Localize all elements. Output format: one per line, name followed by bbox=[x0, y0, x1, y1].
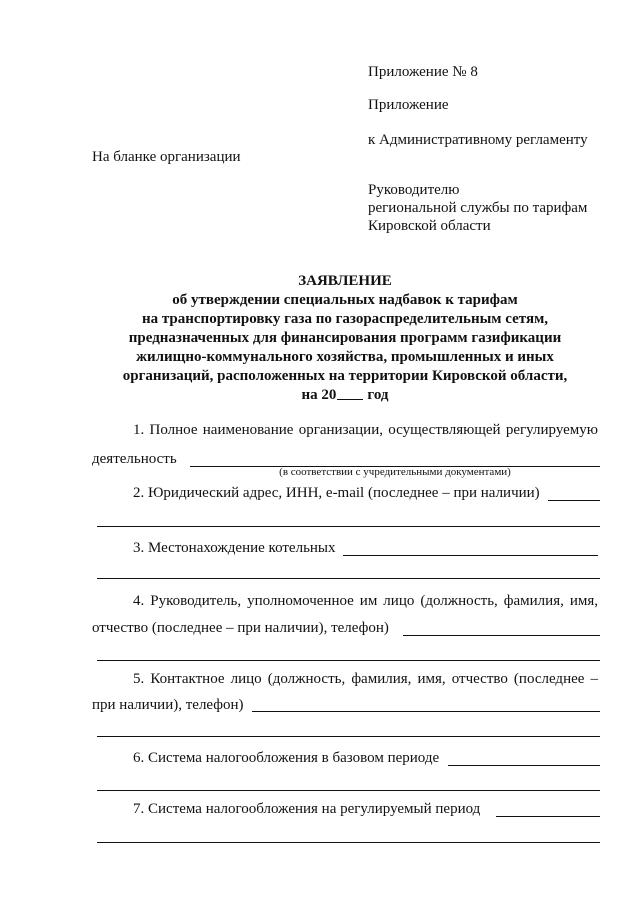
title-line-3: предназначенных для финансирования программ газификации bbox=[128, 330, 562, 346]
title-line-1: об утверждении специальных надбавок к тарифам bbox=[172, 292, 518, 308]
year-blank[interactable] bbox=[337, 387, 363, 400]
regulation-label: к Административному регламенту bbox=[368, 132, 588, 148]
field-1-label: 1. Полное наименование организации, осуществляющей регулируемую bbox=[133, 422, 598, 438]
field-2-input-line[interactable] bbox=[548, 500, 600, 501]
title-line-4: жилищно-коммунального хозяйства, промышленных и иных bbox=[136, 349, 554, 365]
field-4-label: 4. Руководитель, уполномоченное им лицо (должность, фамилия, имя, bbox=[133, 593, 598, 609]
title-line-6 bbox=[120, 386, 570, 405]
field-3-input-line-2[interactable] bbox=[97, 578, 600, 579]
field-3-label: 3. Местонахождение котельных bbox=[133, 540, 336, 556]
letterhead-note: На бланке организации bbox=[92, 149, 241, 165]
field-7-input-line[interactable] bbox=[496, 816, 600, 817]
document-title bbox=[120, 272, 570, 405]
field-3-input-line[interactable] bbox=[343, 555, 598, 556]
field-4-input-line-2[interactable] bbox=[97, 660, 600, 661]
addressee-line-3: Кировской области bbox=[368, 218, 491, 234]
field-6-input-line[interactable] bbox=[448, 765, 600, 766]
field-5-label: 5. Контактное лицо (должность, фамилия, имя, отчество (последнее – bbox=[133, 671, 598, 687]
field-1-label-cont: деятельность bbox=[92, 451, 177, 467]
field-5-label-cont: при наличии), телефон) bbox=[92, 697, 244, 713]
field-4-input-line[interactable] bbox=[403, 635, 600, 636]
title-line-5: организаций, расположенных на территории Кировской области, bbox=[122, 368, 568, 384]
field-6-label: 6. Система налогообложения в базовом периоде bbox=[133, 750, 440, 766]
field-4-label-cont: отчество (последнее – при наличии), телефон) bbox=[92, 620, 389, 636]
field-7-input-line-2[interactable] bbox=[97, 842, 600, 843]
field-6-input-line-2[interactable] bbox=[97, 790, 600, 791]
field-7-label: 7. Система налогообложения на регулируемый период bbox=[133, 801, 481, 817]
appendix-label: Приложение bbox=[368, 97, 449, 113]
field-1-caption: (в соответствии с учредительными документами) bbox=[279, 466, 511, 478]
addressee-line-2: региональной службы по тарифам bbox=[368, 200, 588, 216]
field-2-label: 2. Юридический адрес, ИНН, e-mail (последнее – при наличии) bbox=[133, 485, 540, 501]
appendix-number: Приложение № 8 bbox=[368, 64, 478, 80]
title-year-prefix: на 20 bbox=[301, 387, 337, 403]
field-5-input-line-2[interactable] bbox=[97, 736, 600, 737]
field-5-input-line[interactable] bbox=[252, 711, 600, 712]
title-line-2: на транспортировку газа по газораспределительным сетям, bbox=[141, 311, 549, 327]
field-2-input-line-2[interactable] bbox=[97, 526, 600, 527]
title-heading: ЗАЯВЛЕНИЕ bbox=[298, 273, 392, 289]
addressee-line-1: Руководителю bbox=[368, 182, 460, 198]
title-year-suffix: год bbox=[367, 387, 389, 403]
